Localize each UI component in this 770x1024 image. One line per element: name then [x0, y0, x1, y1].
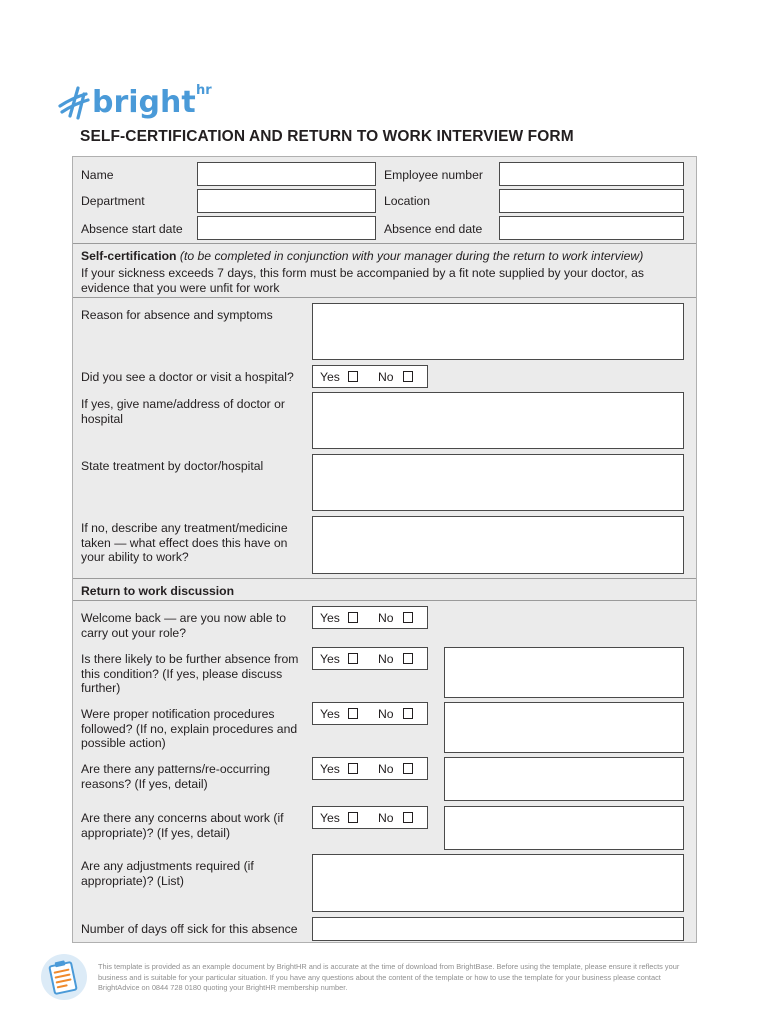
no-label: No: [378, 811, 394, 825]
rtw-q3-yes-checkbox[interactable]: [348, 708, 358, 719]
clipboard-icon-graphic: [40, 953, 88, 1001]
rtw-q5-yes-checkbox[interactable]: [348, 812, 358, 823]
page-title: SELF-CERTIFICATION AND RETURN TO WORK INTERVIEW FORM: [80, 128, 574, 145]
self-treatment-label: If no, describe any treatment/medicine taken — what effect does this have on your ability to work?: [81, 521, 288, 564]
yes-label: Yes: [320, 762, 340, 776]
no-label: No: [378, 370, 394, 384]
rtw-q4-details-field[interactable]: [444, 757, 684, 801]
days-off-field[interactable]: [312, 917, 684, 941]
footer-disclaimer: This template is provided as an example document by BrightHR and is accurate at the time of download from BrightBase. Before using the template, please ensure it reflects your business and is suitable for your particular situation. If you have any questions about the content of the template or how to use the template for your business please contact BrightAdvice on 0844 728 0180 quoting your BrightHR membership number.: [98, 962, 680, 992]
rtw-q1-yes-no: [312, 606, 428, 629]
absence-start-field[interactable]: [197, 216, 376, 240]
adjustments-field[interactable]: [312, 854, 684, 912]
divider: [73, 243, 696, 244]
rtw-q2-yes-checkbox[interactable]: [348, 653, 358, 664]
rtw-q3: Were proper notification procedures followed? (If no, explain procedures and possible action): [81, 707, 298, 750]
rtw-q5: Are there any concerns about work (if appropriate)? (If yes, detail): [81, 811, 284, 840]
logo-wordmark: bright: [92, 85, 196, 120]
absence-end-label: Absence end date: [384, 222, 483, 236]
department-field[interactable]: [197, 189, 376, 213]
reason-field[interactable]: [312, 303, 684, 360]
self-cert-heading: [81, 249, 691, 264]
logo-suffix: hr: [196, 83, 212, 98]
rtw-q1: Welcome back — are you now able to carry out your role?: [81, 611, 287, 640]
rtw-heading: Return to work discussion: [81, 584, 235, 598]
yes-label: Yes: [320, 811, 340, 825]
rtw-q5-no-checkbox[interactable]: [403, 812, 413, 823]
form-table: [72, 156, 697, 943]
rtw-q4: Are there any patterns/re-occurring reasons? (If yes, detail): [81, 762, 270, 791]
rtw-q4-yes-no: [312, 757, 428, 780]
reason-label: Reason for absence and symptoms: [81, 308, 273, 322]
doctor-no-checkbox[interactable]: [403, 371, 413, 382]
rtw-q4-no-checkbox[interactable]: [403, 763, 413, 774]
yes-label: Yes: [320, 611, 340, 625]
yes-label: Yes: [320, 707, 340, 721]
brighthr-logo-graphic: [56, 80, 226, 124]
rtw-q2-no-checkbox[interactable]: [403, 653, 413, 664]
no-label: No: [378, 762, 394, 776]
department-label: Department: [81, 194, 145, 208]
rtw-q2-details-field[interactable]: [444, 647, 684, 698]
location-field[interactable]: [499, 189, 684, 213]
rtw-q5-details-field[interactable]: [444, 806, 684, 850]
rtw-q1-no-checkbox[interactable]: [403, 612, 413, 623]
location-label: Location: [384, 194, 431, 208]
rtw-q3-no-checkbox[interactable]: [403, 708, 413, 719]
doctor-question: Did you see a doctor or visit a hospital?: [81, 370, 294, 384]
no-label: No: [378, 652, 394, 666]
doctor-yes-checkbox[interactable]: [348, 371, 358, 382]
brighthr-logo: [56, 80, 226, 124]
doctor-details-label: If yes, give name/address of doctor or hospital: [81, 397, 285, 426]
doctor-yes-no: [312, 365, 428, 388]
rtw-q2-yes-no: [312, 647, 428, 670]
rtw-q5-yes-no: [312, 806, 428, 829]
divider: [73, 600, 696, 601]
self-cert-heading-note: (to be completed in conjunction with your manager during the return to work interview): [179, 249, 644, 263]
rtw-q3-yes-no: [312, 702, 428, 725]
days-off-label: Number of days off sick for this absence: [81, 922, 298, 936]
self-treatment-field[interactable]: [312, 516, 684, 574]
doctor-details-field[interactable]: [312, 392, 684, 449]
treatment-label: State treatment by doctor/hospital: [81, 459, 264, 473]
rtw-q2: Is there likely to be further absence from this condition? (If yes, please discuss further): [81, 652, 299, 695]
employee-number-label: Employee number: [384, 168, 483, 182]
treatment-field[interactable]: [312, 454, 684, 511]
rtw-q1-yes-checkbox[interactable]: [348, 612, 358, 623]
employee-number-field[interactable]: [499, 162, 684, 186]
clipboard-icon: [40, 953, 88, 1001]
yes-label: Yes: [320, 370, 340, 384]
absence-start-label: Absence start date: [81, 222, 183, 236]
divider: [73, 578, 696, 579]
name-field[interactable]: [197, 162, 376, 186]
rtw-q4-yes-checkbox[interactable]: [348, 763, 358, 774]
fit-note-notice: If your sickness exceeds 7 days, this form must be accompanied by a fit note supplied by your doctor, as evidence that you were unfit for work: [81, 266, 644, 295]
no-label: No: [378, 611, 394, 625]
absence-end-field[interactable]: [499, 216, 684, 240]
yes-label: Yes: [320, 652, 340, 666]
self-cert-heading-title: Self-certification: [81, 249, 177, 263]
divider: [73, 297, 696, 298]
rtw-q3-details-field[interactable]: [444, 702, 684, 753]
name-label: Name: [81, 168, 114, 182]
adjustments-label: Are any adjustments required (if appropriate)? (List): [81, 859, 254, 888]
no-label: No: [378, 707, 394, 721]
